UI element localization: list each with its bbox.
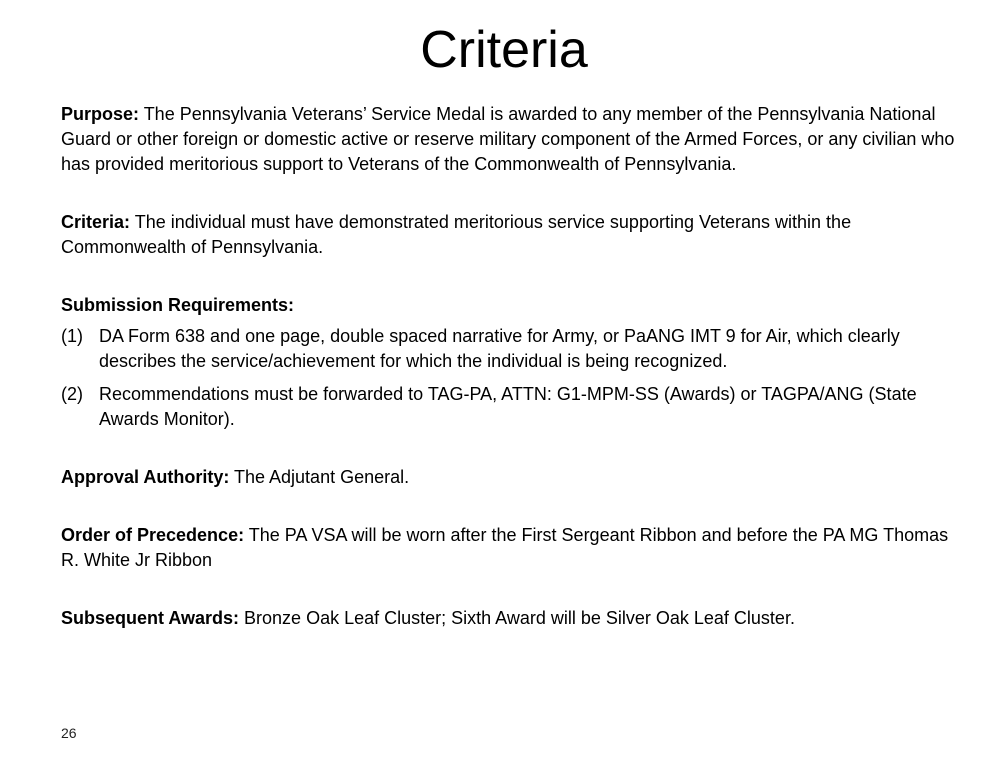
slide-title: Criteria xyxy=(420,21,588,79)
requirement-number: (1) xyxy=(61,326,83,346)
submission-section xyxy=(61,293,961,432)
slide-body xyxy=(61,102,961,631)
precedence-label: Order of Precedence: xyxy=(61,525,245,545)
submission-label: Submission Requirements: xyxy=(61,295,295,315)
purpose-label: Purpose: xyxy=(61,104,140,124)
subsequent-label: Subsequent Awards: xyxy=(61,608,240,628)
subsequent-text: Bronze Oak Leaf Cluster; Sixth Award will be Silver Oak Leaf Cluster. xyxy=(239,608,795,628)
approval-label: Approval Authority: xyxy=(61,467,230,487)
criteria-label: Criteria: xyxy=(61,212,131,232)
requirement-item xyxy=(61,382,961,432)
precedence-paragraph xyxy=(61,523,961,573)
page-number: 26 xyxy=(61,725,77,741)
criteria-paragraph xyxy=(61,210,961,260)
precedence-text: The PA VSA will be worn after the First Sergeant Ribbon and before the PA MG Thomas R. White Jr Ribbon xyxy=(61,525,949,570)
purpose-paragraph xyxy=(61,102,961,177)
subsequent-paragraph xyxy=(61,606,961,631)
approval-text: The Adjutant General. xyxy=(229,467,410,487)
requirement-number: (2) xyxy=(61,384,83,404)
approval-paragraph xyxy=(61,465,961,490)
criteria-text: The individual must have demonstrated meritorious service supporting Veterans within the Commonwealth of Pennsylvania. xyxy=(61,212,852,257)
requirement-item xyxy=(61,324,961,374)
requirement-text: Recommendations must be forwarded to TAG-PA, ATTN: G1-MPM-SS (Awards) or TAGPA/ANG (State Awards Monitor). xyxy=(99,384,917,429)
purpose-text: The Pennsylvania Veterans’ Service Medal is awarded to any member of the Pennsylvania National Guard or other foreign or domestic active or reserve military component of the Armed Forces, or any civilian who has provided meritorious support to Veterans of the Commonwealth of Pennsylvania. xyxy=(61,104,955,174)
requirement-text: DA Form 638 and one page, double spaced narrative for Army, or PaANG IMT 9 for Air, which clearly describes the service/achievement for which the individual is being recognized. xyxy=(99,326,900,371)
